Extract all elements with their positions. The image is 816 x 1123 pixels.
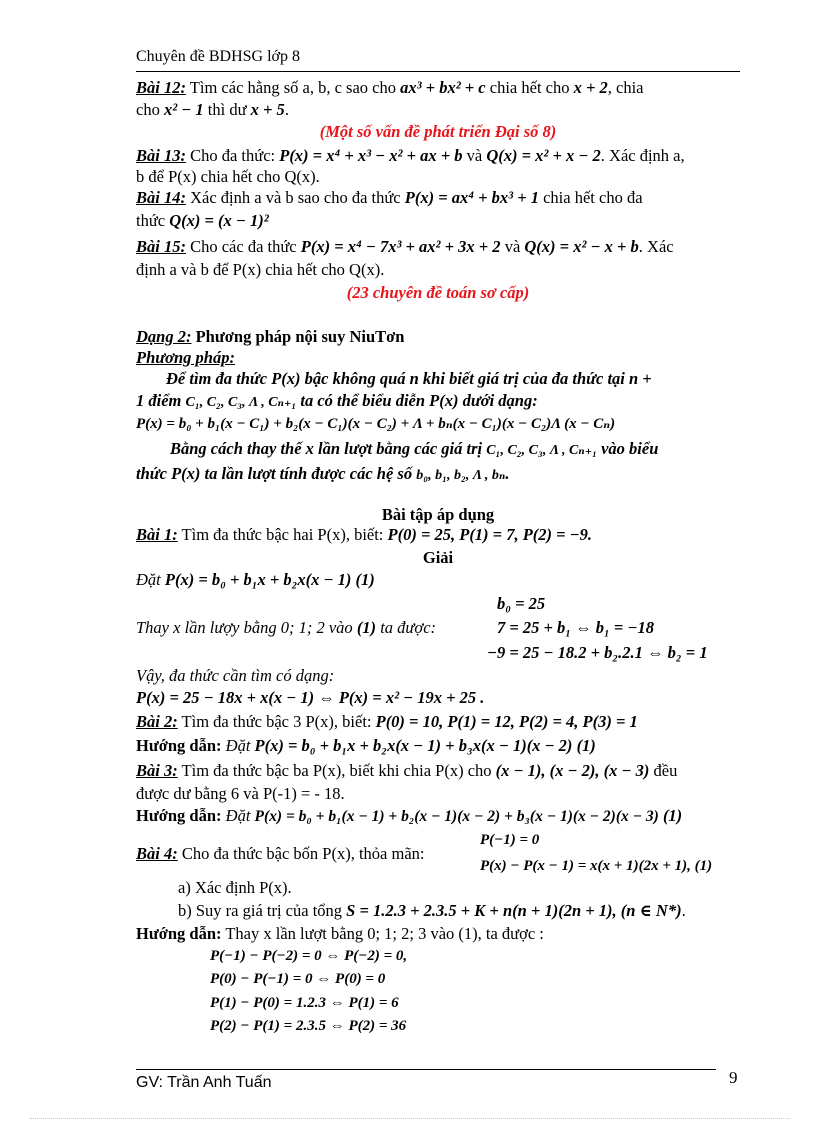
bai-4-condition-1: P(−1) = 0 xyxy=(480,832,540,848)
thay-line: Thay x lần lượy bằng 0; 1; 2 vào (1) ta được: xyxy=(136,618,437,637)
method-paragraph-4: thức P(x) ta lần lượt tính được các hệ số b₀, b₁, b₂, Λ , bₙ. xyxy=(136,464,510,483)
bai-3-line-1: Bài 3: Tìm đa thức bậc ba P(x), biết khi chia P(x) cho (x − 1), (x − 2), (x − 3) đều xyxy=(136,761,678,780)
vay-line: Vậy, đa thức cần tìm có dạng: xyxy=(136,666,335,685)
dang-2-label: Dạng 2: xyxy=(136,327,192,346)
result-row-1: P(−1) − P(−2) = 0 ⇔ P(−2) = 0, xyxy=(210,948,408,964)
footer-teacher: GV: Trần Anh Tuấn xyxy=(136,1074,272,1091)
footer-rule xyxy=(136,1069,716,1070)
page-header-title: Chuyên đề BDHSG lớp 8 xyxy=(136,48,301,65)
page-bottom-divider xyxy=(30,1118,790,1119)
bai-3-line-2: được dư bằng 6 và P(-1) = - 18. xyxy=(136,784,345,803)
bai-2-line: Bài 2: Tìm đa thức bậc 3 P(x), biết: P(0) = 10, P(1) = 12, P(2) = 4, P(3) = 1 xyxy=(136,712,638,731)
bai-4-line: Bài 4: Cho đa thức bậc bốn P(x), thỏa mãn: xyxy=(136,844,425,863)
result-row-2: P(0) − P(−1) = 0 ⇔ P(0) = 0 xyxy=(210,971,386,987)
giai-heading: Giải xyxy=(422,548,454,567)
method-paragraph-3: Bằng cách thay thế x lần lượt bằng các giá trị C₁, C₂, C₃, Λ , Cₙ₊₁ vào biểu xyxy=(170,439,659,458)
bai-4-label: Bài 4: xyxy=(136,844,178,863)
bai-3-huong-dan: Hướng dẫn: Đặt P(x) = b₀ + b₁(x − 1) + b₂(x − 1)(x − 2) + b₃(x − 1)(x − 2)(x − 3) (1) xyxy=(136,806,683,825)
bai-4-part-a: a) Xác định P(x). xyxy=(178,878,292,897)
page-number: 9 xyxy=(729,1068,738,1087)
bai-15-line-2: định a và b để P(x) chia hết cho Q(x). xyxy=(136,260,385,279)
source-note-1: (Một số vấn đề phát triển Đại số 8) xyxy=(319,122,557,141)
header-rule xyxy=(136,71,740,72)
system-line-3: −9 = 25 − 18.2 + b₂.2.1 ⇔ b₂ = 1 xyxy=(487,643,708,662)
bai-13-line-1: Bài 13: Cho đa thức: P(x) = x⁴ + x³ − x² + ax + b và Q(x) = x² + x − 2. Xác định a, xyxy=(136,146,685,165)
dat-line: Đặt P(x) = b₀ + b₁x + b₂x(x − 1) (1) xyxy=(136,570,375,589)
result-row-4: P(2) − P(1) = 2.3.5 ⇔ P(2) = 36 xyxy=(210,1018,407,1034)
bai-4-part-b: b) Suy ra giá trị của tổng S = 1.2.3 + 2.3.5 + K + n(n + 1)(2n + 1), (n ∈ N*). xyxy=(178,901,686,920)
bai-15-label: Bài 15: xyxy=(136,237,186,256)
bai-12-line-1: Bài 12: Tìm các hằng số a, b, c sao cho ax³ + bx² + c chia hết cho x + 2, chia xyxy=(136,78,644,97)
bai-13-line-2: b để P(x) chia hết cho Q(x). xyxy=(136,167,320,186)
phuong-phap-label: Phương pháp: xyxy=(136,348,235,367)
bai-13-label: Bài 13: xyxy=(136,146,186,165)
bai-4-huong-dan: Hướng dẫn: Thay x lần lượt bằng 0; 1; 2; 3 vào (1), ta được : xyxy=(136,924,544,943)
bai-1-label: Bài 1: xyxy=(136,525,178,544)
dang-2-heading: Dạng 2: Phương pháp nội suy NiuTơn xyxy=(136,327,405,346)
bai-2-label: Bài 2: xyxy=(136,712,178,731)
bai-14-line-2: thức Q(x) = (x − 1)² xyxy=(136,211,269,230)
bai-12-line-2: cho x² − 1 thì dư x + 5. xyxy=(136,100,289,119)
system-line-2: 7 = 25 + b₁ ⇔ b₁ = −18 xyxy=(497,618,654,637)
newton-formula: P(x) = b₀ + b₁(x − C₁) + b₂(x − C₁)(x − C₂) + Λ + bₙ(x − C₁)(x − C₂)Λ (x − Cₙ) xyxy=(136,416,616,432)
bai-14-label: Bài 14: xyxy=(136,188,186,207)
method-paragraph-1: Để tìm đa thức P(x) bậc không quá n khi biết giá trị của đa thức tại n + xyxy=(166,369,652,388)
bai-2-huong-dan: Hướng dẫn: Đặt P(x) = b₀ + b₁x + b₂x(x − 1) + b₃x(x − 1)(x − 2) (1) xyxy=(136,736,596,755)
bai-1-line: Bài 1: Tìm đa thức bậc hai P(x), biết: P(0) = 25, P(1) = 7, P(2) = −9. xyxy=(136,525,593,544)
exercises-heading: Bài tập áp dụng xyxy=(381,505,495,524)
bai-3-label: Bài 3: xyxy=(136,761,178,780)
source-note-2: (23 chuyên đề toán sơ cấp) xyxy=(346,283,530,302)
bai-14-line-1: Bài 14: Xác định a và b sao cho đa thức P(x) = ax⁴ + bx³ + 1 chia hết cho đa xyxy=(136,188,643,207)
vay-result: P(x) = 25 − 18x + x(x − 1) ⇔ P(x) = x² − 19x + 25 . xyxy=(136,688,485,707)
bai-4-condition-2: P(x) − P(x − 1) = x(x + 1)(2x + 1), (1) xyxy=(480,858,713,874)
method-paragraph-2: 1 điểm C₁, C₂, C₃, Λ , Cₙ₊₁ ta có thể biểu diễn P(x) dưới dạng: xyxy=(136,391,538,410)
bai-12-label: Bài 12: xyxy=(136,78,186,97)
system-line-1: b₀ = 25 xyxy=(497,594,546,613)
result-row-3: P(1) − P(0) = 1.2.3 ⇔ P(1) = 6 xyxy=(210,995,399,1011)
bai-15-line-1: Bài 15: Cho các đa thức P(x) = x⁴ − 7x³ + ax² + 3x + 2 và Q(x) = x² − x + b. Xác xyxy=(136,237,674,256)
